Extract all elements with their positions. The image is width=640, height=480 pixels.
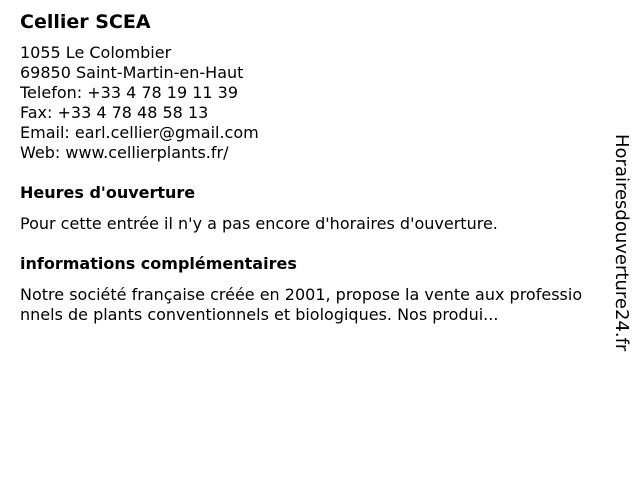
additional-info-text: Notre société française créée en 2001, propose la vente aux professionnels de plants conventionnels et biologiques. Nos produi...	[20, 285, 583, 324]
website-link[interactable]: Web: www.cellierplants.fr/	[20, 143, 229, 162]
brand-watermark: Horairesdouverture24.fr	[611, 134, 632, 352]
opening-hours-text: Pour cette entrée il n'y a pas encore d'horaires d'ouverture.	[20, 214, 498, 233]
company-name: Cellier SCEA	[20, 11, 151, 33]
business-card	[20, 10, 600, 325]
opening-hours-heading: Heures d'ouverture	[20, 183, 196, 202]
additional-info-heading: informations complémentaires	[20, 254, 297, 273]
address-block	[20, 43, 600, 163]
phone-number[interactable]: Telefon: +33 4 78 19 11 39	[20, 83, 239, 102]
fax-number: Fax: +33 4 78 48 58 13	[20, 103, 209, 122]
street-address: 1055 Le Colombier	[20, 43, 172, 62]
email-address[interactable]: Email: earl.cellier@gmail.com	[20, 123, 259, 142]
city-address: 69850 Saint-Martin-en-Haut	[20, 63, 244, 82]
